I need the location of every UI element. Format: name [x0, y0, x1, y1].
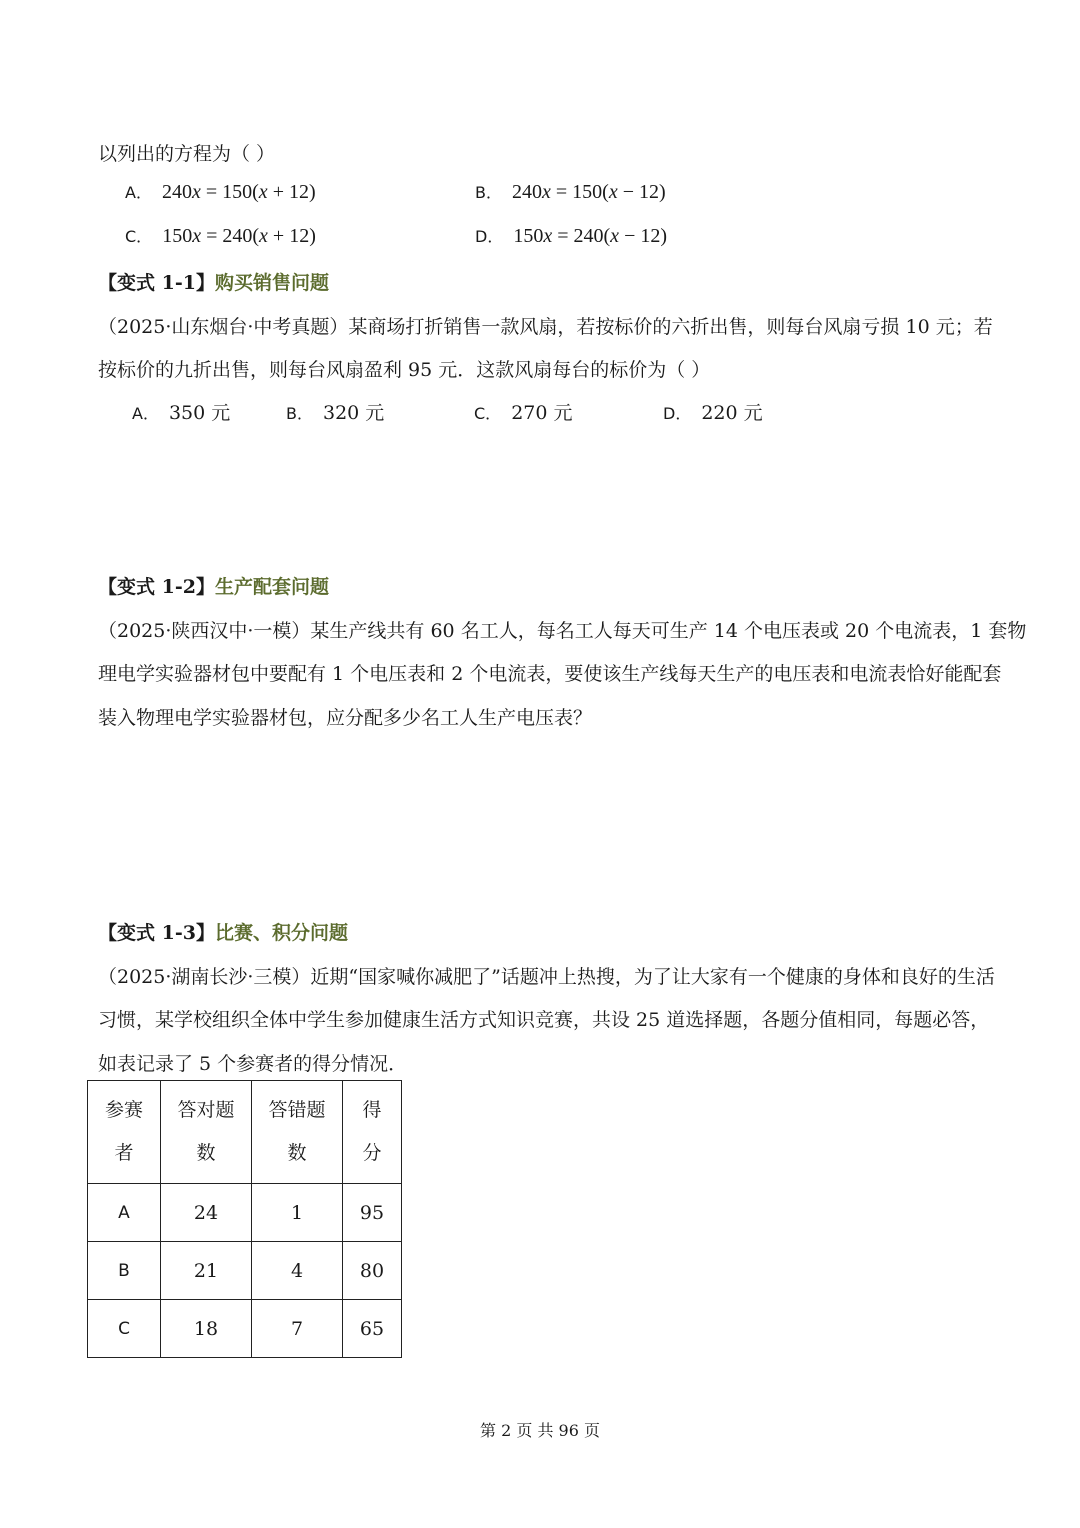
- variant-1-3-heading: 【变式 1-3】比赛、积分问题: [98, 922, 348, 944]
- option-a: A． 240x = 150(x + 12): [125, 181, 316, 203]
- table-cell: 24: [161, 1184, 252, 1242]
- variant-1-1-line-1: （2025·山东烟台·中考真题）某商场打折销售一款风扇，若按标价的六折出售，则每台风扇亏损 10 元；若: [98, 316, 993, 338]
- table-row: [88, 1242, 402, 1300]
- table-header-cell: 得 分: [343, 1081, 402, 1184]
- variant-1-3-line-2: 习惯，某学校组织全体中学生参加健康生活方式知识竞赛，共设 25 道选择题，各题分值相同，每题必答，: [98, 1009, 990, 1031]
- table-cell: 1: [252, 1184, 343, 1242]
- variant-1-2-line-2: 理电学实验器材包中要配有 1 个电压表和 2 个电流表，要使该生产线每天生产的电压表和电流表恰好能配套: [98, 663, 1002, 685]
- option-a: A． 350 元: [132, 402, 231, 424]
- variant-1-2-line-3: 装入物理电学实验器材包，应分配多少名工人生产电压表？: [98, 707, 593, 729]
- variant-1-2-heading: 【变式 1-2】生产配套问题: [98, 576, 329, 598]
- table-cell: 95: [343, 1184, 402, 1242]
- table-cell: 7: [252, 1300, 343, 1358]
- variant-1-1-heading: 【变式 1-1】购买销售问题: [98, 272, 329, 294]
- table-header-cell: 答错题 数: [252, 1081, 343, 1184]
- table-cell: 4: [252, 1242, 343, 1300]
- variant-1-1-line-2: 按标价的九折出售，则每台风扇盈利 95 元．这款风扇每台的标价为（ ）: [98, 359, 711, 381]
- table-cell: C: [88, 1300, 161, 1358]
- score-table: [87, 1080, 402, 1358]
- table-cell: 65: [343, 1300, 402, 1358]
- page-number-footer: 第 2 页 共 96 页: [480, 1421, 600, 1440]
- option-d: D． 220 元: [663, 402, 763, 424]
- option-c: C． 270 元: [474, 402, 573, 424]
- table-cell: A: [88, 1184, 161, 1242]
- variant-1-2-line-1: （2025·陕西汉中·一模）某生产线共有 60 名工人，每名工人每天可生产 14 个电压表或 20 个电流表，1 套物: [98, 620, 1027, 642]
- variant-1-3-line-1: （2025·湖南长沙·三模）近期“国家喊你减肥了”话题冲上热搜，为了让大家有一个健康的身体和良好的生活: [98, 966, 995, 988]
- question-stem-tail: 以列出的方程为（ ）: [98, 143, 276, 165]
- option-b: B． 240x = 150(x − 12): [475, 181, 666, 203]
- variant-1-3-line-3: 如表记录了 5 个参赛者的得分情况．: [98, 1053, 408, 1075]
- option-c: C． 150x = 240(x + 12): [125, 225, 316, 247]
- table-row: [88, 1300, 402, 1358]
- table-header-cell: 答对题 数: [161, 1081, 252, 1184]
- table-header-row: [88, 1081, 402, 1184]
- table-header-cell: 参赛 者: [88, 1081, 161, 1184]
- table-cell: 18: [161, 1300, 252, 1358]
- table-cell: 80: [343, 1242, 402, 1300]
- table-cell: B: [88, 1242, 161, 1300]
- option-b: B． 320 元: [286, 402, 385, 424]
- table-row: [88, 1184, 402, 1242]
- option-d: D． 150x = 240(x − 12): [475, 225, 668, 247]
- table-cell: 21: [161, 1242, 252, 1300]
